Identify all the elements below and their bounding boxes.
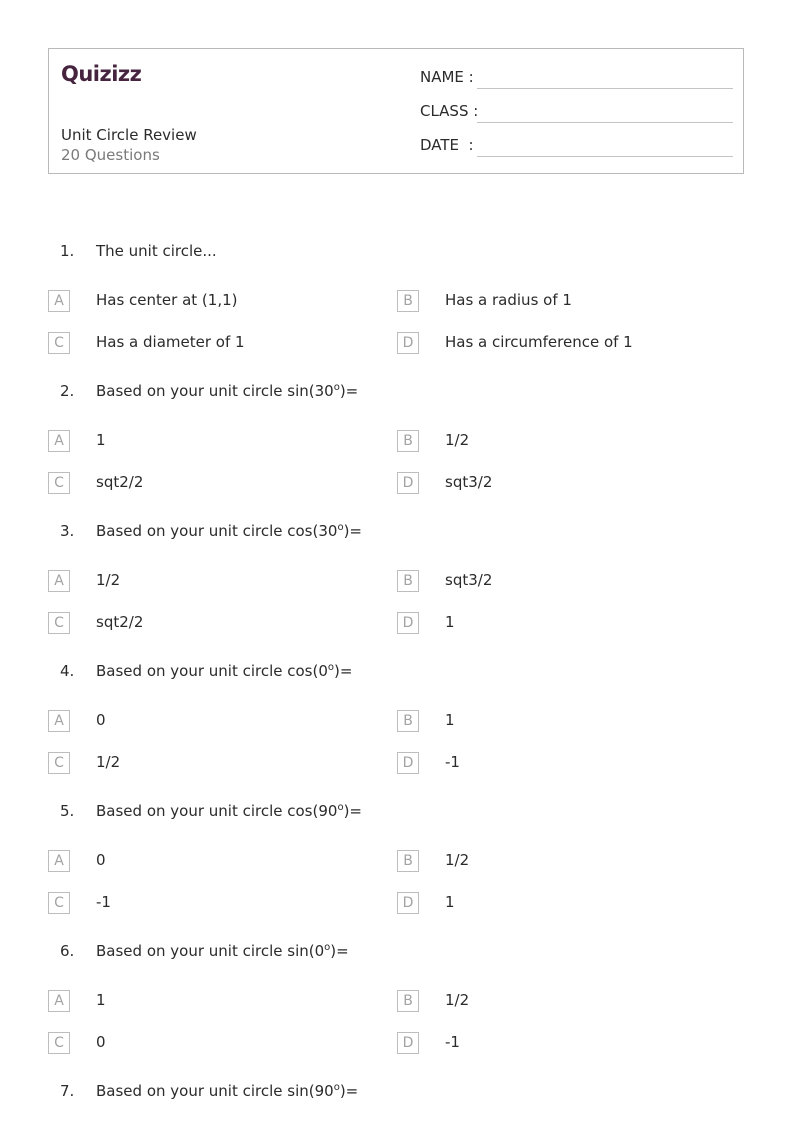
question-text-main: Based on your unit circle sin(30: [96, 382, 334, 400]
class-line[interactable]: [477, 122, 733, 123]
question-text-suffix: )=: [330, 942, 349, 960]
option-text: 1: [445, 613, 455, 631]
option-text: 0: [96, 851, 106, 869]
option-text: sqt2/2: [96, 473, 144, 491]
option-text: 1: [96, 431, 106, 449]
option-text: Has center at (1,1): [96, 291, 238, 309]
option-letter-box[interactable]: D: [397, 332, 419, 354]
option-text: sqt3/2: [445, 571, 493, 589]
option-letter-box[interactable]: B: [397, 850, 419, 872]
question-text-suffix: )=: [339, 382, 359, 400]
option-letter-box[interactable]: A: [48, 430, 70, 452]
class-field[interactable]: [420, 102, 740, 124]
question-text-suffix: )=: [343, 802, 362, 820]
quizizz-logo: [61, 59, 151, 89]
option-letter-box[interactable]: D: [397, 612, 419, 634]
option-letter-box[interactable]: B: [397, 990, 419, 1012]
option-letter-box[interactable]: C: [48, 892, 70, 914]
question-text-suffix: )=: [339, 1082, 359, 1100]
option-text: 1/2: [445, 991, 470, 1009]
option-letter-box[interactable]: B: [397, 710, 419, 732]
option-letter-box[interactable]: A: [48, 570, 70, 592]
option-letter-box[interactable]: A: [48, 710, 70, 732]
option-text: -1: [445, 753, 460, 771]
question-text-main: The unit circle...: [96, 242, 217, 260]
quizizz-logo-text: Quizizz: [61, 62, 142, 86]
option-text: Has a diameter of 1: [96, 333, 245, 351]
question-number: 3.: [60, 522, 75, 540]
option-letter-box[interactable]: D: [397, 1032, 419, 1054]
question-text: [96, 802, 362, 820]
question-text: [96, 382, 358, 400]
option-letter-box[interactable]: B: [397, 290, 419, 312]
option-letter-box[interactable]: C: [48, 332, 70, 354]
question-count: 20 Questions: [61, 146, 160, 164]
question-text: [96, 662, 352, 680]
question-number: 6.: [60, 942, 75, 960]
question-number: 4.: [60, 662, 75, 680]
option-text: Has a circumference of 1: [445, 333, 633, 351]
date-label: DATE :: [420, 136, 474, 154]
name-label: NAME :: [420, 68, 474, 86]
option-text: 1/2: [96, 753, 121, 771]
worksheet-header: [48, 48, 744, 174]
option-letter-box[interactable]: C: [48, 752, 70, 774]
date-line[interactable]: [477, 156, 733, 157]
option-letter-box[interactable]: B: [397, 430, 419, 452]
question-text-main: Based on your unit circle sin(90: [96, 1082, 334, 1100]
question-number: 5.: [60, 802, 75, 820]
option-text: 1: [445, 711, 455, 729]
option-letter-box[interactable]: D: [397, 752, 419, 774]
option-letter-box[interactable]: A: [48, 290, 70, 312]
question-text-main: Based on your unit circle cos(90: [96, 802, 338, 820]
option-text: -1: [445, 1033, 460, 1051]
question-text-main: Based on your unit circle cos(0: [96, 662, 328, 680]
question-number: 2.: [60, 382, 75, 400]
option-letter-box[interactable]: B: [397, 570, 419, 592]
option-text: sqt2/2: [96, 613, 144, 631]
option-text: sqt3/2: [445, 473, 493, 491]
degree-superscript: o: [333, 382, 340, 393]
option-letter-box[interactable]: A: [48, 990, 70, 1012]
option-letter-box[interactable]: C: [48, 1032, 70, 1054]
question-text: [96, 1082, 358, 1100]
question-text-suffix: )=: [343, 522, 362, 540]
class-label: CLASS :: [420, 102, 479, 120]
option-letter-box[interactable]: C: [48, 612, 70, 634]
question-text: [96, 242, 217, 260]
question-text: [96, 522, 362, 540]
name-field[interactable]: [420, 68, 740, 90]
degree-superscript: o: [337, 802, 344, 813]
option-text: 0: [96, 1033, 106, 1051]
question-number: 1.: [60, 242, 75, 260]
degree-superscript: o: [333, 1082, 340, 1093]
option-letter-box[interactable]: D: [397, 472, 419, 494]
option-text: 1: [96, 991, 106, 1009]
option-text: 1/2: [96, 571, 121, 589]
degree-superscript: o: [327, 662, 335, 673]
degree-superscript: o: [337, 522, 344, 533]
option-text: 1/2: [445, 851, 470, 869]
question-text-main: Based on your unit circle sin(0: [96, 942, 325, 960]
option-text: Has a radius of 1: [445, 291, 572, 309]
worksheet-title: Unit Circle Review: [61, 126, 197, 144]
name-line[interactable]: [477, 88, 733, 89]
question-text-suffix: )=: [334, 662, 353, 680]
date-field[interactable]: [420, 136, 740, 158]
option-text: -1: [96, 893, 111, 911]
option-text: 0: [96, 711, 106, 729]
option-letter-box[interactable]: A: [48, 850, 70, 872]
question-text-main: Based on your unit circle cos(30: [96, 522, 338, 540]
option-text: 1/2: [445, 431, 470, 449]
degree-superscript: o: [324, 942, 331, 953]
option-letter-box[interactable]: C: [48, 472, 70, 494]
question-number: 7.: [60, 1082, 75, 1100]
question-text: [96, 942, 349, 960]
option-text: 1: [445, 893, 455, 911]
option-letter-box[interactable]: D: [397, 892, 419, 914]
